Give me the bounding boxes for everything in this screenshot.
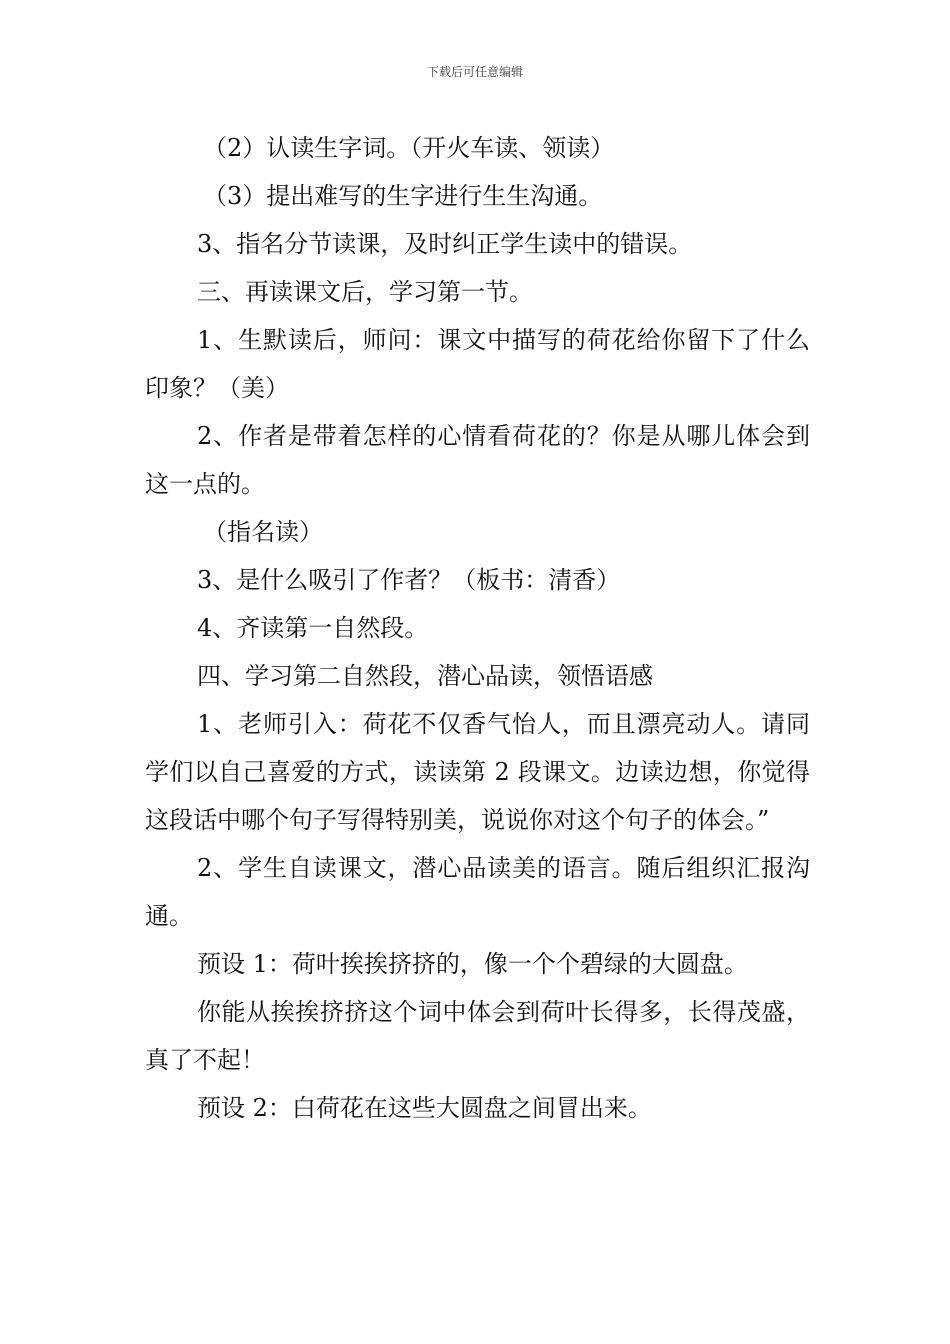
- paragraph: （指名读）: [203, 518, 323, 546]
- paragraph: 1、生默读后，师问：课文中描写的荷花给你留下了什么印象？（美）: [145, 326, 810, 402]
- document-body: [145, 124, 810, 1132]
- paragraph: 你能从挨挨挤挤这个词中体会到荷叶长得多，长得茂盛，真了不起！: [145, 998, 810, 1074]
- paragraph: 2、学生自读课文，潜心品读美的语言。随后组织汇报沟通。: [145, 854, 810, 930]
- paragraph: 三、再读课文后，学习第一节。: [197, 278, 533, 306]
- paragraph: （2）认读生字词。（开火车读、领读）: [203, 134, 615, 162]
- paragraph: 预设 2：白荷花在这些大圆盘之间冒出来。: [197, 1094, 652, 1122]
- paragraph: （3）提出难写的生字进行生生沟通。: [203, 182, 603, 210]
- page-header: 下载后可任意编辑: [426, 65, 523, 79]
- paragraph: 4、齐读第一自然段。: [197, 614, 429, 642]
- paragraph: 3、指名分节读课，及时纠正学生读中的错误。: [197, 230, 693, 258]
- paragraph: 四、学习第二自然段，潜心品读，领悟语感: [197, 662, 653, 690]
- paragraph: 1、老师引入：荷花不仅香气怡人，而且漂亮动人。请同学们以自己喜爱的方式，读读第 2 段课文。边读边想，你觉得这段话中哪个句子写得特别美，说说你对这个句子的体会。”: [145, 710, 810, 834]
- paragraph: 3、是什么吸引了作者？（板书：清香）: [197, 566, 621, 594]
- paragraph: 2、作者是带着怎样的心情看荷花的？你是从哪儿体会到这一点的。: [145, 422, 810, 498]
- paragraph: 预设 1：荷叶挨挨挤挤的，像一个个碧绿的大圆盘。: [197, 950, 748, 978]
